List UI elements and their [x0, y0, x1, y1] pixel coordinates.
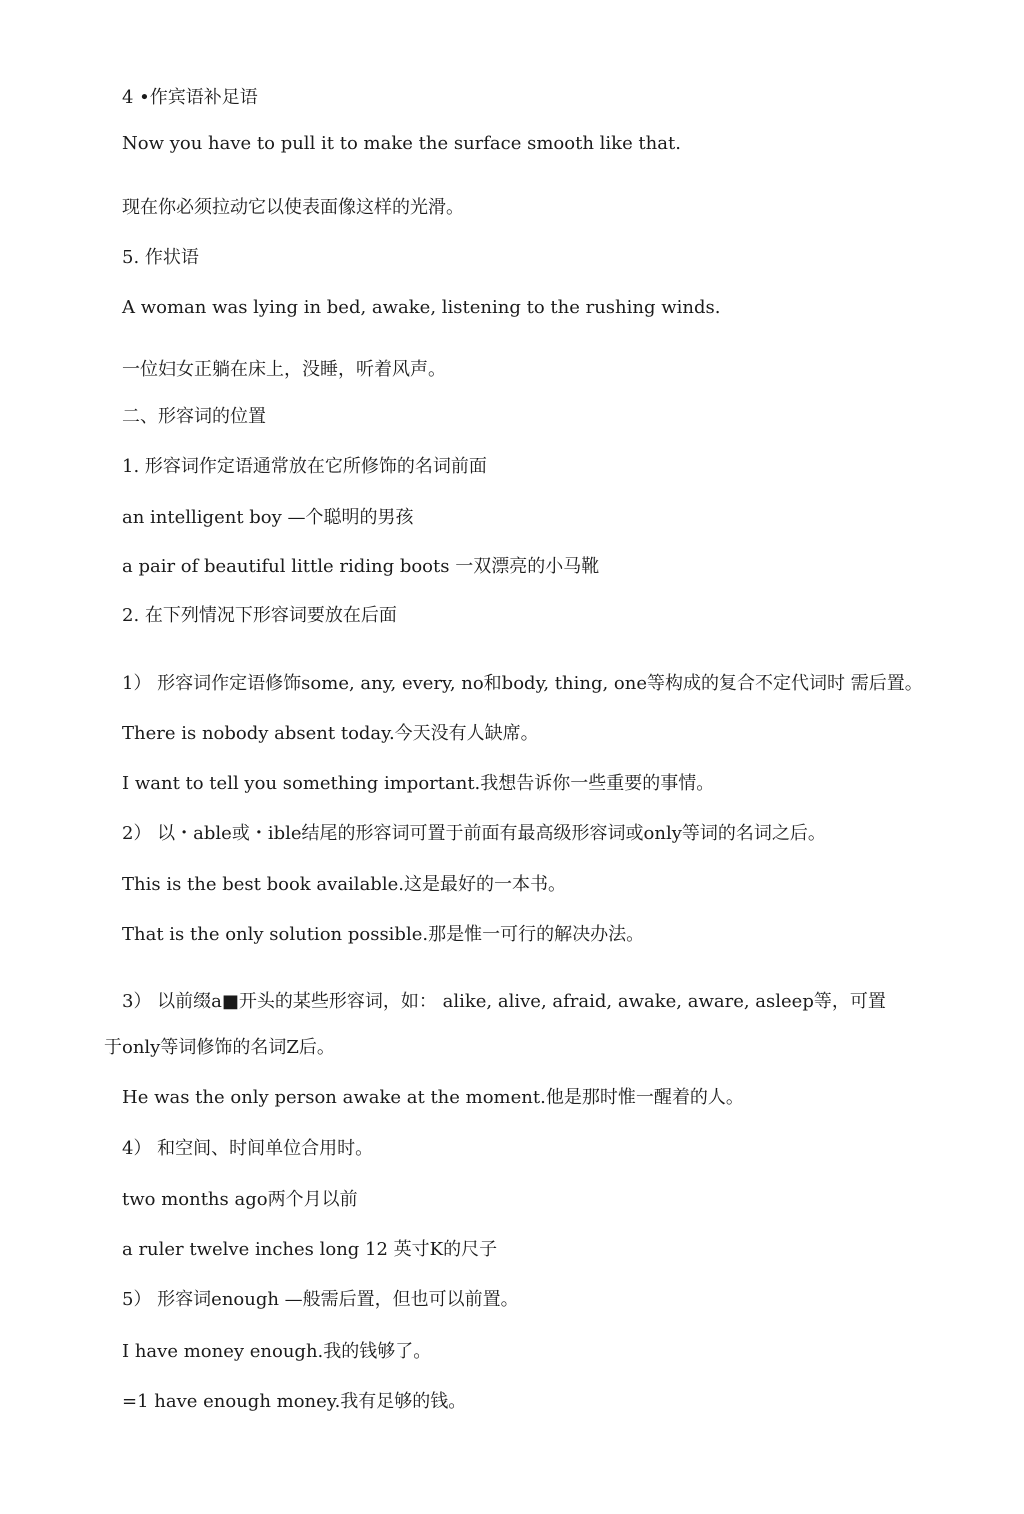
sub-rule-5: 5） 形容词enough —般需后置，但也可以前置。 [122, 1289, 519, 1310]
example-english: A woman was lying in bed, awake, listening to the rushing winds. [122, 297, 721, 318]
sub-rule-1: 1） 形容词作定语修饰some, any, every, no和body, thing, one等构成的复合不定代词时 需后置。 [122, 673, 923, 694]
example-line: This is the best book available.这是最好的一本书。 [122, 874, 566, 895]
section-heading-position: 二、形容词的位置 [122, 406, 266, 427]
example-line: =1 have enough money.我有足够的钱。 [122, 1391, 467, 1412]
rule-item-1: 1. 形容词作定语通常放在它所修饰的名词前面 [122, 456, 487, 477]
example-line: a pair of beautiful little riding boots 一双漂亮的小马靴 [122, 556, 600, 577]
example-line: He was the only person awake at the moment.他是那时惟一醒着的人。 [122, 1087, 744, 1108]
example-line: I have money enough.我的钱够了。 [122, 1341, 432, 1362]
sub-rule-3: 3） 以前缀a■开头的某些形容词，如： alike, alive, afraid, awake, aware, asleep等，可置 [122, 991, 886, 1012]
heading-adverbial: 5. 作状语 [122, 247, 199, 268]
sub-rule-3-continued: 于only等词修饰的名词Z后。 [104, 1037, 335, 1058]
example-english: Now you have to pull it to make the surface smooth like that. [122, 133, 681, 154]
rule-item-2: 2. 在下列情况下形容词要放在后面 [122, 605, 397, 626]
example-line: two months ago两个月以前 [122, 1189, 358, 1210]
heading-object-complement: 4 •作宾语补足语 [122, 87, 258, 108]
sub-rule-4: 4） 和空间、时间单位合用时。 [122, 1138, 374, 1159]
example-chinese: 一位妇女正躺在床上，没睡，听着风声。 [122, 359, 446, 380]
example-line: a ruler twelve inches long 12 英寸K的尺子 [122, 1239, 498, 1260]
example-line: I want to tell you something important.我想告诉你一些重要的事情。 [122, 773, 715, 794]
sub-rule-2: 2） 以・able或・ible结尾的形容词可置于前面有最高级形容词或only等词的名词之后。 [122, 823, 826, 844]
example-line: an intelligent boy —个聪明的男孩 [122, 507, 414, 528]
example-line: There is nobody absent today.今天没有人缺席。 [122, 723, 539, 744]
example-line: That is the only solution possible.那是惟一可行的解决办法。 [122, 924, 645, 945]
example-chinese: 现在你必须拉动它以使表面像这样的光滑。 [122, 197, 464, 218]
